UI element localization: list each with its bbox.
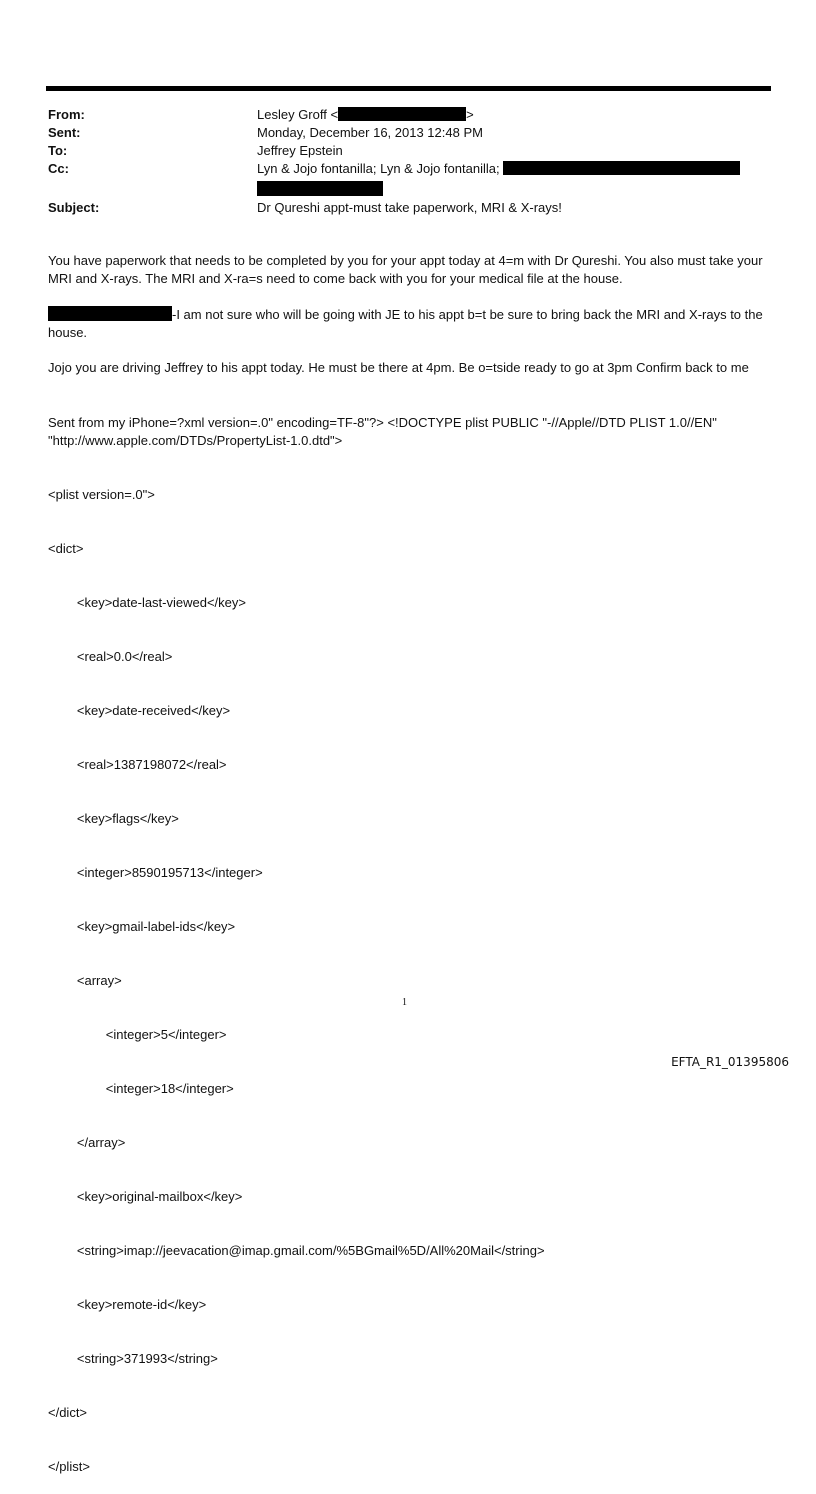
to-label: To:: [48, 143, 68, 158]
from-close: >: [466, 107, 474, 122]
plist-line: <string>imap://jeevacation@imap.gmail.com/%5BGmail%5D/All%20Mail</string>: [48, 1243, 545, 1258]
plist-line: <integer>18</integer>: [48, 1081, 234, 1096]
body-paragraph-3: Jojo you are driving Jeffrey to his appt today. He must be there at 4pm. Be o=tside ready to go at 3pm Confirm back to me: [48, 360, 749, 375]
plist-line: <integer>8590195713</integer>: [48, 865, 263, 880]
header-rule: [46, 86, 771, 91]
plist-line: <real>1387198072</real>: [48, 757, 227, 772]
cc-label: Cc:: [48, 161, 69, 176]
plist-line: <key>date-last-viewed</key>: [48, 595, 246, 610]
plist-block: [48, 450, 545, 1494]
plist-line: <integer>5</integer>: [48, 1027, 227, 1042]
plist-line: <array>: [48, 973, 122, 988]
plist-line: <dict>: [48, 541, 84, 556]
sent-label: Sent:: [48, 125, 81, 140]
plist-line: <plist version=.0">: [48, 487, 155, 502]
body-paragraph-2: [48, 306, 773, 342]
plist-line: </plist>: [48, 1459, 90, 1474]
from-value: [257, 107, 474, 122]
page-number: 1: [402, 997, 407, 1008]
plist-line: <key>flags</key>: [48, 811, 179, 826]
paragraph-2-text: -I am not sure who will be going with JE to his appt b=t be sure to bring back the MRI and X-rays to the house.: [48, 307, 763, 340]
plist-line: <key>date-received</key>: [48, 703, 231, 718]
plist-line: <key>gmail-label-ids</key>: [48, 919, 236, 934]
to-value: Jeffrey Epstein: [257, 143, 343, 158]
redaction-box: [338, 107, 466, 121]
cc-names: Lyn & Jojo fontanilla; Lyn & Jojo fontanilla;: [257, 161, 500, 176]
subject-label: Subject:: [48, 200, 100, 215]
bates-number: EFTA_R1_01395806: [671, 1055, 789, 1069]
plist-line: <real>0.0</real>: [48, 649, 173, 664]
body-paragraph-1: You have paperwork that needs to be completed by you for your appt today at 4=m with Dr Qureshi. You also must take your MRI and X-rays. The MRI and X-ra=s need to come back with you for your medical file at the house.: [48, 253, 763, 286]
subject-value: Dr Qureshi appt-must take paperwork, MRI & X-rays!: [257, 200, 562, 215]
redaction-box: [257, 181, 383, 196]
from-name: Lesley Groff <: [257, 107, 339, 122]
redaction-box: [48, 306, 172, 321]
plist-line: <key>remote-id</key>: [48, 1297, 207, 1312]
plist-line: </dict>: [48, 1405, 88, 1420]
plist-line: </array>: [48, 1135, 126, 1150]
plist-line: <string>371993</string>: [48, 1351, 218, 1366]
redaction-box: [503, 161, 740, 175]
body-paragraph-4: Sent from my iPhone=?xml version=.0" encoding=TF-8"?> <!DOCTYPE plist PUBLIC "-//Apple//DTD PLIST 1.0//EN" "http://www.apple.com/DTDs/PropertyList-1.0.dtd">: [48, 415, 717, 448]
cc-value: [257, 161, 740, 176]
sent-value: Monday, December 16, 2013 12:48 PM: [257, 125, 483, 140]
from-label: From:: [48, 107, 85, 122]
plist-line: <key>original-mailbox</key>: [48, 1189, 243, 1204]
